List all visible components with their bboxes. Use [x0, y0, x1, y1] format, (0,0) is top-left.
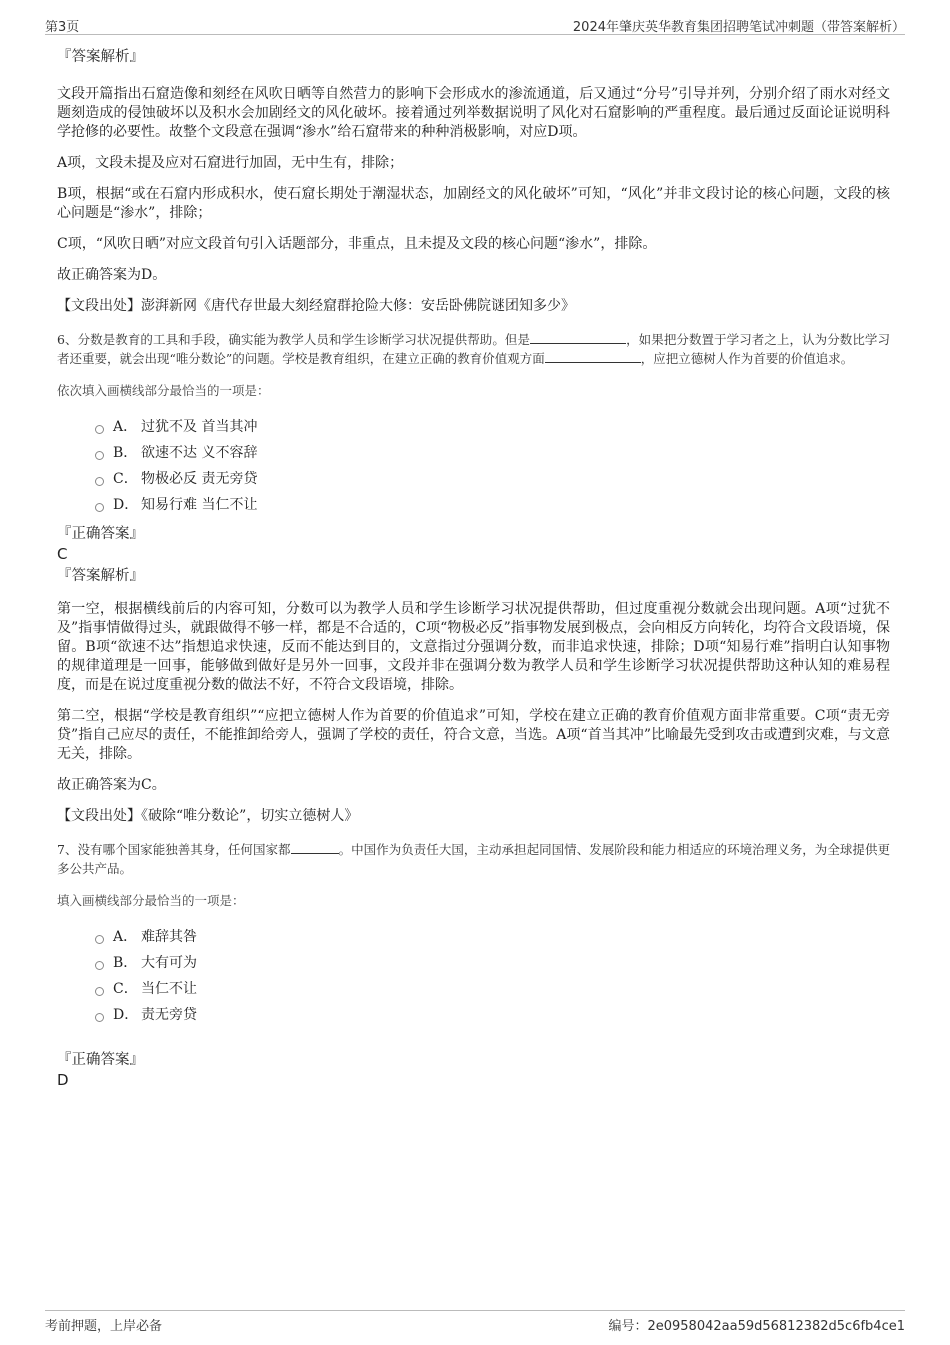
q6-analysis-paragraph: 第二空，根据“学校是教育组织”“应把立德树人作为首要的价值追求”可知，学校在建立正确的教育价值观方面非常重要。C项“责无旁贷”指自己应尽的责任，不能推卸给旁人，强调了学校的责任，符合文意，当选。A项“首当其冲”比喻最先受到攻击或遭到灾难，与文意无关，排除。	[57, 708, 890, 762]
q5-analysis-paragraph: B项，根据“或在石窟内形成积水，使石窟长期处于潮湿状态，加剧经文的风化破坏”可知，“风化”并非文段讨论的核心问题，文段的核心问题是“渗水”，排除；	[57, 186, 890, 221]
q7-answer: D	[57, 1071, 69, 1089]
q6-options	[95, 414, 890, 518]
q6-answer: C	[57, 545, 68, 563]
q6-analysis-paragraph: 第一空，根据横线前后的内容可知，分数可以为教学人员和学生诊断学习状况提供帮助，但过度重视分数就会出现问题。A项“过犹不及”指事情做得过头，就跟做得不够一样，都是不合适的，C项“物极必反”指事物发展到极点，会向相反方向转化，均符合文段语境，保留。B项“欲速不达”指想追求快速，反而不能达到目的，文意指过分强调分数，而非追求快速，排除；D项“知易行难”指明白认知事物的规律道理是一回事，能够做到做好是另外一回事，文段并非在强调分数为教学人员和学生诊断学习状况提供帮助这种认知的难易程度，而是在说过度重视分数的做法不好，不符合文段语境，排除。	[57, 601, 890, 693]
q7-blank	[291, 841, 339, 854]
q6-source: 【文段出处】《破除“唯分数论”，切实立德树人》	[57, 808, 359, 824]
q7-option-a[interactable]: A． 难辞其咎	[95, 924, 890, 950]
radio-icon[interactable]	[95, 477, 104, 486]
radio-icon[interactable]	[95, 935, 104, 944]
radio-icon[interactable]	[95, 425, 104, 434]
q6-analysis-heading: 『答案解析』	[57, 568, 144, 584]
q6-option-a[interactable]: A． 过犹不及 首当其冲	[95, 414, 890, 440]
q6-conclusion: 故正确答案为C。	[57, 777, 166, 793]
page-content	[57, 44, 890, 1090]
radio-icon[interactable]	[95, 1013, 104, 1022]
q5-source: 【文段出处】澎湃新网《唐代存世最大刻经窟群抢险大修：安岳卧佛院谜团知多少》	[57, 298, 575, 314]
q6-option-c[interactable]: C． 物极必反 责无旁贷	[95, 466, 890, 492]
q5-analysis-paragraph: 文段开篇指出石窟造像和刻经在风吹日晒等自然营力的影响下会形成水的渗流通道，后又通过“分号”引导并列，分别介绍了雨水对经文题刻造成的侵蚀破坏以及积水会加剧经文的风化破坏。接着通过列举数据说明了风化对石窟影响的严重程度。最后通过反面论证说明科学抢修的必要性。故整个文段意在强调“渗水”给石窟带来的种种消极影响，对应D项。	[57, 86, 890, 140]
q7-option-b[interactable]: B． 大有可为	[95, 950, 890, 976]
footer-serial: 编号：2e0958042aa59d56812382d5c6fb4ce1	[608, 1319, 905, 1334]
q7-question-text: 7、没有哪个国家能独善其身，任何国家都 。中国作为负责任大国，主动承担起同国情、发展阶段和能力相适应的环境治理义务，为全球提供更多公共产品。	[57, 842, 890, 876]
q6-blank-2	[545, 350, 641, 363]
q7-instruction: 填入画横线部分最恰当的一项是：	[57, 893, 245, 908]
q6-question-text: 6、分数是教育的工具和手段，确实能为教学人员和学生诊断学习状况提供帮助。但是 ，如果把分数置于学习者之上，认为分数比学习者还重要，就会出现“唯分数论”的问题。学校是教育组织，在建立正确的教育价值观方面 ，应把立德树人作为首要的价值追求。	[57, 332, 890, 366]
q5-conclusion: 故正确答案为D。	[57, 267, 167, 283]
radio-icon[interactable]	[95, 987, 104, 996]
page-footer	[45, 1310, 905, 1335]
radio-icon[interactable]	[95, 503, 104, 512]
q6-option-b[interactable]: B． 欲速不达 义不容辞	[95, 440, 890, 466]
q6-answer-heading: 『正确答案』	[57, 526, 144, 542]
radio-icon[interactable]	[95, 961, 104, 970]
q7-options	[95, 924, 890, 1028]
page-number: 第3页	[45, 20, 80, 35]
q7-option-d[interactable]: D． 责无旁贷	[95, 1002, 890, 1028]
radio-icon[interactable]	[95, 451, 104, 460]
q6-instruction: 依次填入画横线部分最恰当的一项是：	[57, 383, 270, 398]
q6-option-d[interactable]: D． 知易行难 当仁不让	[95, 492, 890, 518]
q7-answer-heading: 『正确答案』	[57, 1052, 144, 1068]
q7-option-c[interactable]: C． 当仁不让	[95, 976, 890, 1002]
q6-blank-1	[530, 331, 626, 344]
document-title: 2024年肇庆英华教育集团招聘笔试冲刺题（带答案解析）	[572, 20, 905, 35]
page-header	[45, 14, 905, 35]
q5-analysis-paragraph: A项，文段未提及应对石窟进行加固，无中生有，排除；	[57, 155, 404, 171]
q5-analysis-heading: 『答案解析』	[57, 49, 144, 65]
q5-analysis-paragraph: C项，“风吹日晒”对应文段首句引入话题部分，非重点，且未提及文段的核心问题“渗水”，排除。	[57, 236, 657, 252]
footer-slogan: 考前押题，上岸必备	[45, 1319, 163, 1334]
